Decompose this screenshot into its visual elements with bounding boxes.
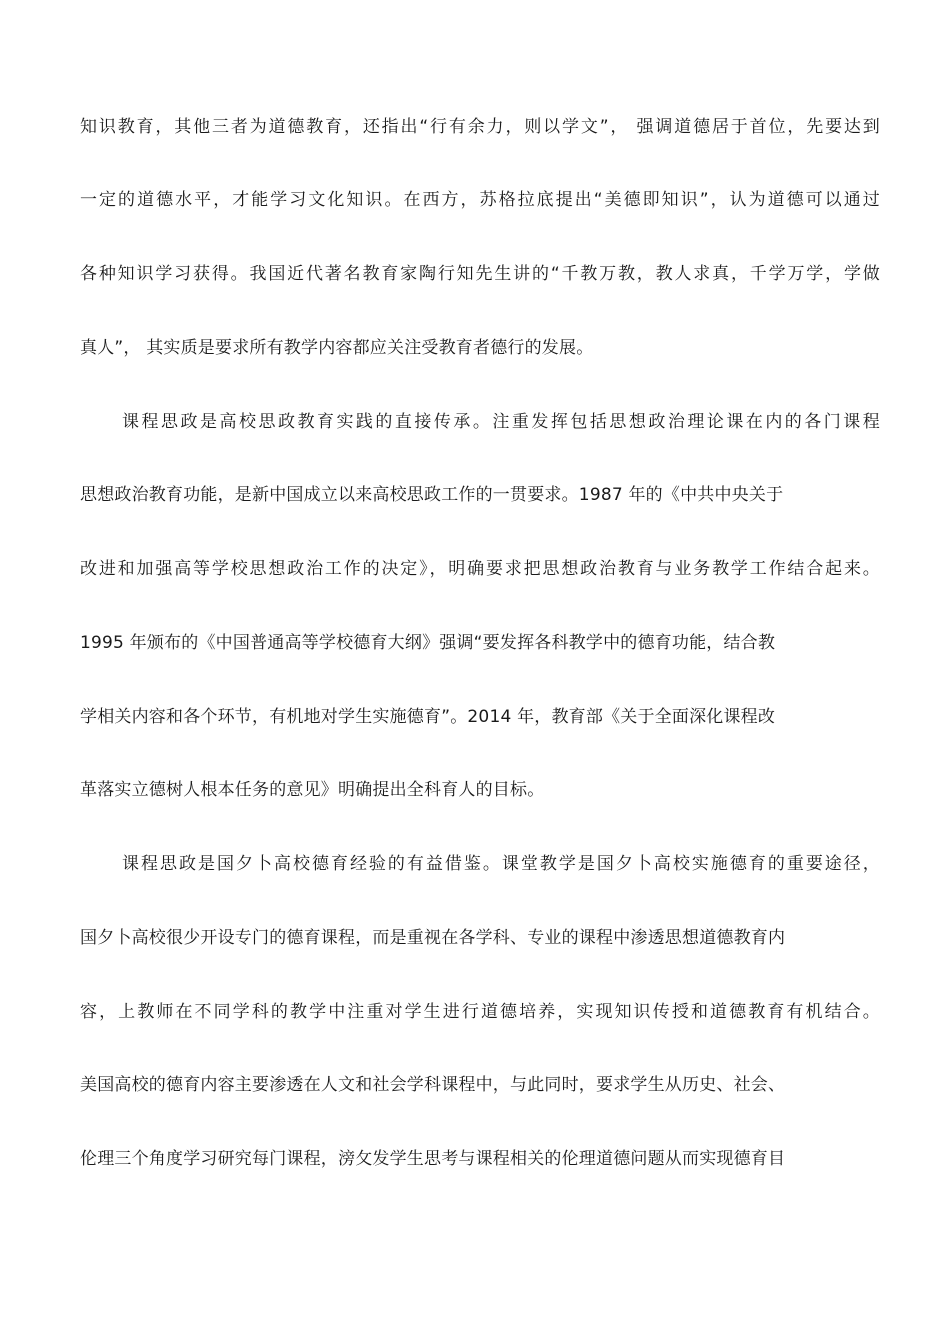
text-line: 美国高校的德育内容主要渗透在人文和社会学科课程中，与此同时，要求学生从历史、社会、 <box>80 1075 786 1095</box>
text-line: 1995 年颁布的《中国普通高等学校德育大纲》强调“要发挥各科教学中的德育功能，结合教 <box>80 633 776 653</box>
text-line: 知识教育，其他三者为道德教育，还指出“行有余力，则以学文”， 强调道德居于首位，先要达到 <box>80 117 880 137</box>
text-line: 各种知识学习获得。我国近代著名教育家陶行知先生讲的“千教万教，教人求真，千学万学，学做 <box>80 264 880 284</box>
text-line: 革落实立德树人根本任务的意见》明确提出全科育人的目标。 <box>80 780 545 800</box>
paragraph-first-line: 课程思政是高校思政教育实践的直接传承。注重发挥包括思想政治理论课在内的各门课程 <box>122 412 880 432</box>
text-line: 学相关内容和各个环节，有机地对学生实施德育”。2014 年，教育部《关于全面深化课程改 <box>80 707 776 727</box>
text-line: 伦理三个角度学习研究每门课程，滂攵发学生思考与课程相关的伦理道德问题从而实现德育目 <box>80 1149 786 1169</box>
text-line: 国夕卜高校很少开设专门的德育课程，而是重视在各学科、专业的课程中渗透思想道德教育内 <box>80 928 786 948</box>
text-line: 真人”， 其实质是要求所有教学内容都应关注受教育者德行的发展。 <box>80 338 594 358</box>
text-line: 一定的道德水平，才能学习文化知识。在西方，苏格拉底提出“美德即知识”，认为道德可以通过 <box>80 190 880 210</box>
text-line: 改进和加强高等学校思想政治工作的决定》，明确要求把思想政治教育与业务教学工作结合起来。 <box>80 559 880 579</box>
text-line: 思想政治教育功能，是新中国成立以来高校思政工作的一贯要求。1987 年的《中共中央关于 <box>80 485 784 505</box>
paragraph-first-line: 课程思政是国夕卜高校德育经验的有益借鉴。课堂教学是国夕卜高校实施德育的重要途径， <box>122 854 880 874</box>
text-line: 容，上教师在不同学科的教学中注重对学生进行道德培养，实现知识传授和道德教育有机结合。 <box>80 1002 880 1022</box>
